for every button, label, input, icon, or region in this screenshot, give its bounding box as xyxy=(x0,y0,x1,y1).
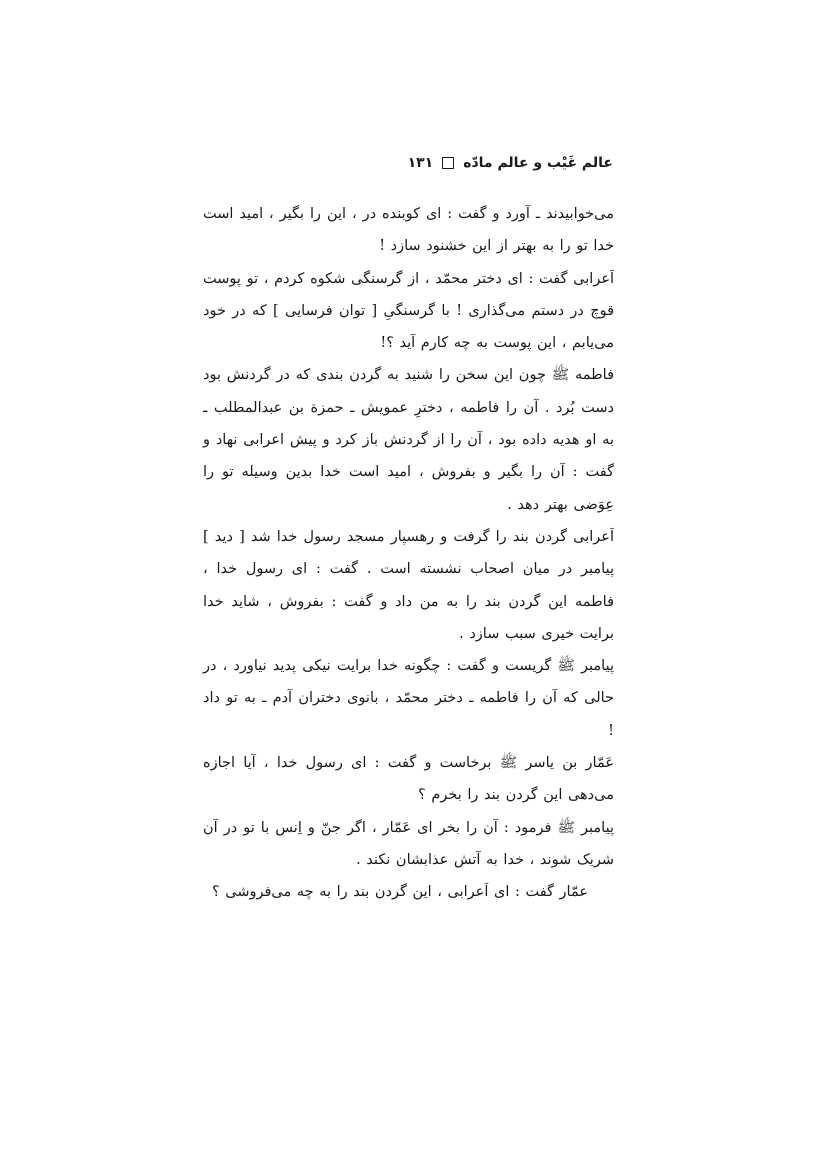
body-text xyxy=(203,198,614,909)
header-title: عالم غَیْب و عالم مادّه xyxy=(463,155,613,171)
paragraph-7: پیامبر ﷺ فرمود : آن را بخر ای عَمّار ، اگر جنّ و اِنس با تو در آن شریک شوند ، خدا به آتش عذابشان نکند . xyxy=(203,819,614,868)
paragraph-8: عمّار گفت : ای اَعرابی ، این گردن بند را به چه می‌فروشی ؟ xyxy=(211,884,588,901)
paragraph-1: می‌خوابیدند ـ آورد و گفت : ای کوبنده در ، این را بگیر ، امید است خدا تو را به بهتر از این خشنود سازد ! xyxy=(203,206,614,255)
paragraph-5: پیامبر ﷺ گریست و گفت : چگونه خدا برایت نیکی پدید نیاورد ، در حالی که آن را فاطمه ـ دختر محمّد ، بانوی دختران آدم ـ به تو داد ! xyxy=(203,658,614,739)
header-square-icon xyxy=(442,157,454,169)
paragraph-6: عَمّار بن یاسر ﷺ برخاست و گفت : ای رسول خدا ، آیا اجازه می‌دهی این گردن بند را بخرم ؟ xyxy=(203,755,614,804)
paragraph-2: اَعرابی گفت : ای دختر محمّد ، از گرسنگی شکوه کردم ، تو پوست قوچ در دستم می‌گذاری ! با گرسنگیِ [ توان فرسایی ] که در خود می‌یابم ، این پوست به چه کارم آید ؟! xyxy=(203,270,614,352)
page-number: ۱۳۱ xyxy=(407,155,434,171)
paragraph-3: فاطمه ﷺ چون این سخن را شنید به گردن بندی که در گردنش بود دست بُرد . آن را فاطمه ، دخترِ عمویش ـ حمزة بن عبدالمطلب ـ به او هدیه داده بود ، آن را از گردنش باز کرد و پیش اعرابی نهاد و گفت : آن را بگیر و بفروش ، امید است خدا بدین وسیله تو را عِوَضی بهتر دهد . xyxy=(203,367,614,513)
running-header xyxy=(205,150,613,176)
paragraph-4: اَعرابی گردن بند را گرفت و رهسپار مسجد رسول خدا شد [ دید ] پیامبر در میان اصحاب نشسته است . گفت : ای رسول خدا ، فاطمه این گردن بند را به من داد و گفت : بفروش ، شاید خدا برایت خیری سبب سازد . xyxy=(203,528,614,642)
